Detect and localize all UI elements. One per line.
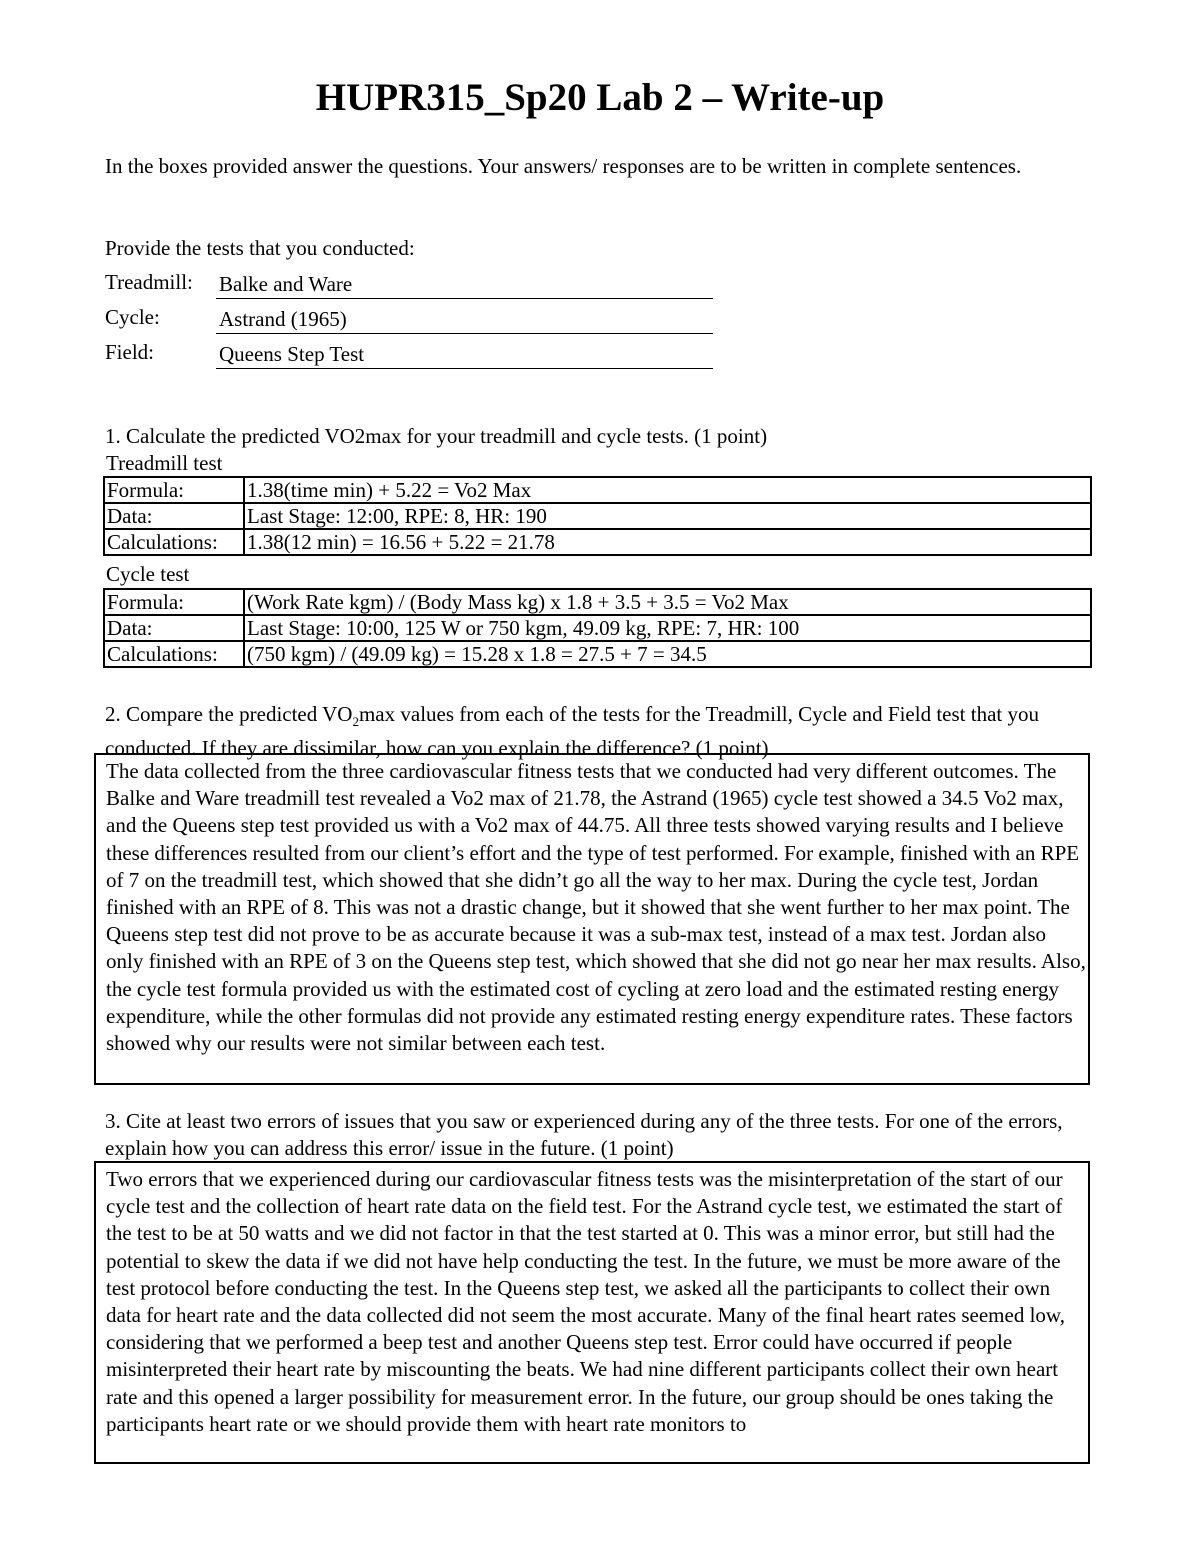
row-value: Last Stage: 10:00, 125 W or 750 kgm, 49.09 kg, RPE: 7, HR: 100 — [244, 615, 1091, 641]
answer-box-2: The data collected from the three cardiovascular fitness tests that we conducted had very different outcomes. The Balke and Ware treadmill test revealed a Vo2 max of 21.78, the Astrand (1965) cycle test showed a 34.5 Vo2 max, and the Queens step test provided us with a Vo2 max of 44.75. All three tests showed varying results and I believe these differences resulted from our client’s effort and the type of test performed. For example, finished with an RPE of 7 on the treadmill test, which showed that she didn’t go all the way to her max. During the cycle test, Jordan finished with an RPE of 8. This was not a drastic change, but it showed that she went further to her max point. The Queens step test did not prove to be as accurate because it was a sub-max test, instead of a max test. Jordan also only finished with an RPE of 3 on the Queens step test, which showed that she did not go near her max results. Also, the cycle test formula provided us with the estimated cost of cycling at zero load and the estimated resting energy expenditure, while the other formulas did not provide any estimated resting energy expenditure rates. These factors showed why our results were not similar between each test. — [94, 753, 1090, 1085]
table-row — [104, 615, 1091, 641]
row-value: (750 kgm) / (49.09 kg) = 15.28 x 1.8 = 27.5 + 7 = 34.5 — [244, 641, 1091, 667]
test-row-cycle — [105, 305, 715, 335]
test-row-treadmill — [105, 270, 715, 300]
test-row-field — [105, 340, 715, 370]
test-label: Field: — [105, 340, 155, 364]
treadmill-calc-table — [103, 476, 1092, 556]
question-2-text-pre: 2. Compare the predicted VO — [105, 702, 353, 726]
table-row — [104, 477, 1091, 503]
question-3: 3. Cite at least two errors of issues that you saw or experienced during any of the three tests. For one of the errors, explain how you can address this error/ issue in the future. (1 point) — [105, 1109, 1063, 1160]
row-key: Data: — [104, 503, 244, 529]
table-row — [104, 589, 1091, 615]
row-value: 1.38(time min) + 5.22 = Vo2 Max — [244, 477, 1091, 503]
test-label: Treadmill: — [105, 270, 193, 294]
answer-box-3: Two errors that we experienced during our cardiovascular fitness tests was the misinterpretation of the start of our cycle test and the collection of heart rate data on the field test. For the Astrand cycle test, we estimated the start of the test to be at 50 watts and we did not factor in that the test started at 0. This was a minor error, but still had the potential to skew the data if we did not have help conducting the test. In the future, we must be more aware of the test protocol before conducting the test. In the Queens step test, we asked all the participants to collect their own data for heart rate and the data collected did not seem the most accurate. Many of the final heart rates seemed low, considering that we performed a beep test and another Queens step test. Error could have occurred if people misinterpreted their heart rate by miscounting the beats. We had nine different participants collect their own heart rate and this opened a larger possibility for measurement error. In the future, our group should be ones taking the participants heart rate or we should provide them with heart rate monitors to — [94, 1161, 1090, 1464]
treadmill-test-label: Treadmill test — [106, 451, 223, 475]
test-value: Astrand (1965) — [216, 305, 713, 334]
question-2-text-post: max values from each of the tests for the Treadmill, Cycle and Field test that you conducted. If they are dissimilar, how can you explain the difference? (1 point) — [105, 702, 1039, 761]
page-title: HUPR315_Sp20 Lab 2 – Write-up — [315, 76, 885, 119]
row-key: Formula: — [104, 477, 244, 503]
row-value: Last Stage: 12:00, RPE: 8, HR: 190 — [244, 503, 1091, 529]
intro-text: In the boxes provided answer the questions. Your answers/ responses are to be written in complete sentences. — [105, 154, 1022, 178]
test-value: Balke and Ware — [216, 270, 713, 299]
test-label: Cycle: — [105, 305, 160, 329]
table-row — [104, 503, 1091, 529]
table-row — [104, 529, 1091, 555]
question-1: 1. Calculate the predicted VO2max for your treadmill and cycle tests. (1 point) — [105, 424, 768, 448]
table-row — [104, 641, 1091, 667]
row-key: Formula: — [104, 589, 244, 615]
provide-tests-label: Provide the tests that you conducted: — [105, 236, 415, 260]
row-value: (Work Rate kgm) / (Body Mass kg) x 1.8 + 3.5 + 3.5 = Vo2 Max — [244, 589, 1091, 615]
row-value: 1.38(12 min) = 16.56 + 5.22 = 21.78 — [244, 529, 1091, 555]
test-value: Queens Step Test — [216, 340, 713, 369]
row-key: Calculations: — [104, 641, 244, 667]
question-2-subscript: 2 — [352, 714, 359, 730]
cycle-calc-table — [103, 588, 1092, 668]
row-key: Data: — [104, 615, 244, 641]
cycle-test-label: Cycle test — [106, 562, 190, 586]
row-key: Calculations: — [104, 529, 244, 555]
